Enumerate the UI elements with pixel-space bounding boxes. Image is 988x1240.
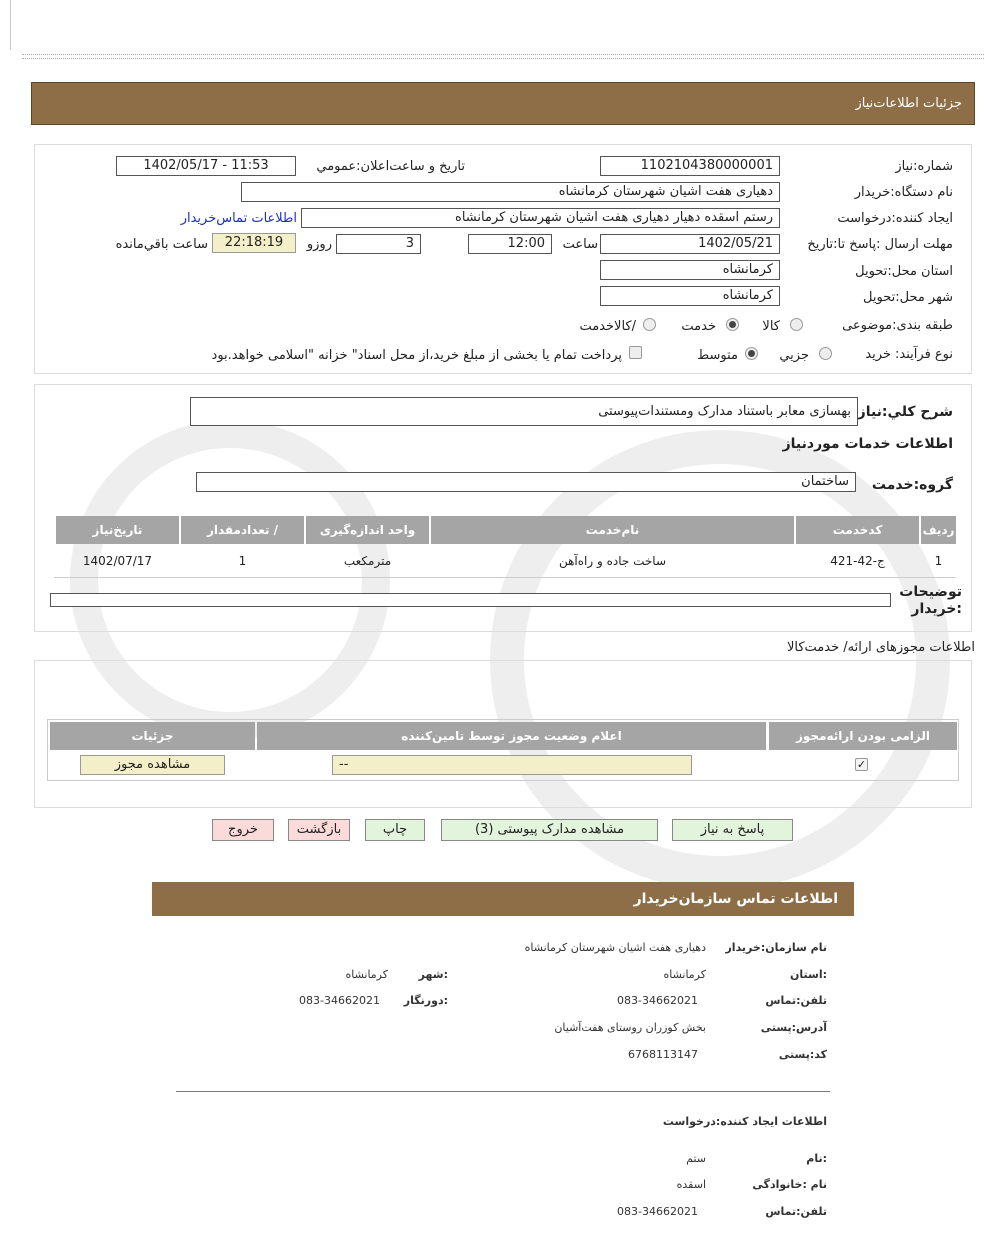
- creator-name-label: :نام: [806, 1152, 827, 1165]
- cell-service-code: ج-42-421: [830, 554, 885, 568]
- contact-city-value: کرمانشاه: [345, 968, 388, 981]
- deadline-label: مهلت ارسال :پاسخ تا:تاریخ: [807, 237, 953, 252]
- creator-phone-label: تلفن:تماس: [765, 1205, 827, 1218]
- page-header-bar: [31, 82, 975, 125]
- days-label: روزو: [306, 237, 332, 252]
- deadline-date-field[interactable]: 1402/05/21: [600, 234, 780, 254]
- creator-field[interactable]: رستم اسقده دهیار دهیاری هفت اشیان شهرستان کرمانشاه: [301, 208, 780, 228]
- th-need-date: تاریخ‌نیاز: [56, 516, 179, 544]
- process-medium-label: متوسط: [697, 348, 738, 363]
- city-field[interactable]: کرمانشاه: [600, 286, 780, 306]
- back-button[interactable]: بازگشت: [288, 819, 350, 841]
- services-heading: اطلاعات خدمات موردنیاز: [782, 436, 953, 452]
- category-radio-both[interactable]: [643, 318, 656, 331]
- remaining-time-field: 22:18:19: [212, 233, 296, 253]
- creator-label: ایجاد کننده:درخواست: [837, 211, 953, 226]
- services-table: [54, 516, 956, 578]
- buyer-org-field[interactable]: دهیاری هفت اشیان شهرستان کرمانشاه: [241, 182, 780, 202]
- th-permit-status: اعلام وضعیت مجوز توسط تامین‌کننده: [257, 722, 766, 750]
- province-field[interactable]: کرمانشاه: [600, 260, 780, 280]
- print-button[interactable]: چاپ: [365, 819, 425, 841]
- th-service-name: نام‌خدمت: [431, 516, 794, 544]
- contact-org-value: دهیاری هفت اشیان شهرستان کرمانشاه: [524, 941, 706, 954]
- page-title: جزئیات اطلاعات‌نیاز: [855, 96, 962, 111]
- reply-button[interactable]: پاسخ به نیاز: [672, 819, 793, 841]
- creator-section-title: اطلاعات ایجاد کننده:درخواست: [662, 1115, 827, 1128]
- creator-family-value: اسقده: [676, 1178, 706, 1191]
- service-group-label: گروه:خدمت: [871, 477, 953, 493]
- th-row: ردیف: [921, 516, 956, 544]
- category-goods-label: کالا: [762, 319, 780, 334]
- category-both-label: /کالاخدمت: [579, 319, 636, 334]
- contact-province-value: کرمانشاه: [663, 968, 706, 981]
- process-label: نوع فرآیند: خرید: [865, 347, 953, 362]
- contact-address-label: آدرس:پستی: [760, 1021, 827, 1034]
- cell-need-date: 1402/07/17: [82, 554, 153, 568]
- category-service-label: خدمت: [681, 319, 716, 334]
- deadline-time-label: ساعت: [562, 237, 598, 252]
- need-info-panel: [34, 144, 972, 374]
- need-number-field[interactable]: 1102104380000001: [600, 156, 780, 176]
- contact-fax-label: :دورنگار: [403, 994, 448, 1007]
- cell-unit: مترمکعب: [343, 554, 392, 568]
- category-radio-service[interactable]: [726, 318, 739, 331]
- need-number-label: شماره:نیاز: [895, 159, 953, 174]
- process-minor-label: جزيي: [779, 348, 809, 363]
- process-radio-medium[interactable]: [745, 347, 758, 360]
- cell-service-name: ساخت جاده و راه‌آهن: [558, 554, 667, 568]
- th-unit: واحد اندازه‌گیری: [306, 516, 429, 544]
- th-permit-details: جزئیات: [50, 722, 255, 750]
- view-attachments-button[interactable]: مشاهده مدارک پیوستی (3): [441, 819, 658, 841]
- contact-title: اطلاعات تماس سازمان‌خریدار: [633, 891, 838, 907]
- remaining-label: ساعت باقي‌مانده: [115, 237, 208, 252]
- contact-phone-value: 083-34662021: [617, 994, 698, 1007]
- contact-postal-label: کد:پستی: [778, 1048, 827, 1061]
- th-permit-required: الزامی بودن ارائه‌مجوز: [769, 722, 957, 750]
- contact-fax-value: 083-34662021: [299, 994, 380, 1007]
- table-row: [54, 546, 956, 578]
- buyer-contact-link[interactable]: اطلاعات تماس‌خریدار: [180, 211, 297, 226]
- need-title-label: شرح کلي:نیاز: [857, 404, 953, 420]
- category-radio-goods[interactable]: [790, 318, 803, 331]
- province-label: استان محل:تحویل: [855, 264, 953, 279]
- exit-button[interactable]: خروج: [212, 819, 274, 841]
- cell-row: 1: [934, 554, 943, 568]
- contact-phone-label: تلفن:تماس: [765, 994, 827, 1007]
- category-label: طبقه بندی:موضوعی: [842, 318, 953, 333]
- left-edge-line: [10, 0, 11, 50]
- city-label: شهر محل:تحویل: [863, 290, 953, 305]
- top-divider: [22, 54, 984, 59]
- deadline-time-field[interactable]: 12:00: [468, 234, 552, 254]
- contact-org-label: نام سازمان:خریدار: [725, 941, 827, 954]
- days-field[interactable]: 3: [336, 234, 421, 254]
- announce-label: تاریخ و ساعت‌اعلان:عمومي: [316, 159, 465, 174]
- creator-phone-value: 083-34662021: [617, 1205, 698, 1218]
- treasury-payment-checkbox[interactable]: [629, 346, 642, 359]
- contact-province-label: :استان: [790, 968, 827, 981]
- permit-status-field[interactable]: --: [332, 755, 692, 775]
- contact-city-label: :شهر: [418, 968, 448, 981]
- buyer-notes-field[interactable]: [50, 593, 891, 607]
- view-permit-button[interactable]: مشاهده مجوز: [80, 755, 225, 775]
- contact-address-value: بخش کوزران روستای هفت‌آشیان: [554, 1021, 706, 1034]
- process-radio-minor[interactable]: [819, 347, 832, 360]
- th-service-code: کدخدمت: [796, 516, 919, 544]
- contact-postal-value: 6768113147: [628, 1048, 698, 1061]
- permit-required-checkbox[interactable]: ✓: [856, 758, 867, 771]
- permits-section-title: اطلاعات مجوزهای ارائه/ خدمت‌کالا: [786, 640, 975, 655]
- contact-header-bar: [152, 882, 854, 916]
- creator-name-value: ستم: [686, 1152, 706, 1165]
- buyer-notes-label: توضیحات :خریدار: [899, 584, 962, 617]
- cell-quantity: 1: [238, 554, 247, 568]
- permits-table: [47, 719, 959, 781]
- treasury-payment-note: پرداخت تمام یا بخشی از مبلغ خرید،از محل اسناد" خزانه "اسلامی خواهد.بود: [211, 348, 622, 363]
- creator-family-label: نام :خانوادگی: [752, 1178, 827, 1191]
- contact-divider: [176, 1091, 830, 1092]
- buyer-org-label: نام دستگاه:خریدار: [854, 185, 953, 200]
- service-group-field[interactable]: ساختمان: [196, 472, 856, 492]
- need-title-field[interactable]: بهسازی معابر باستناد مدارک ومستندات‌پیوستی: [190, 397, 858, 426]
- announce-field[interactable]: 1402/05/17 - 11:53: [116, 156, 296, 176]
- th-quantity: / تعدادمقدار: [181, 516, 304, 544]
